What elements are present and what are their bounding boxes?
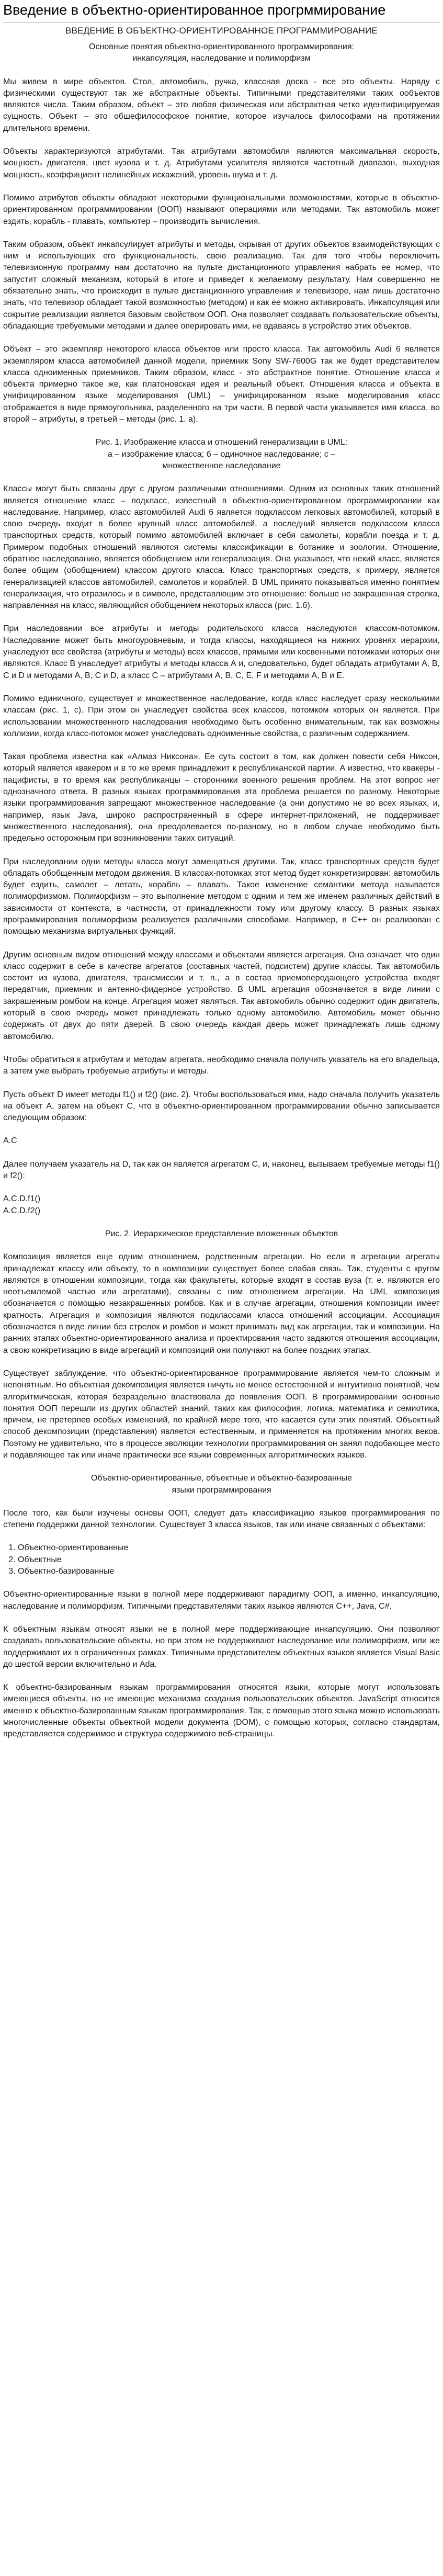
list-item: 2. Объектные xyxy=(18,1554,440,1566)
paragraph-attributes: Объекты характеризуются атрибутами. Так атрибутами автомобиля являются максимальная скорость, мощность двигателя, цвет кузова и т. д. Атрибутами усилителя являются частотный диапазон, выходная мощность, коэффициент нелинейных искажений, уровень шума и т. д. xyxy=(3,147,440,179)
code-example-1 xyxy=(3,1135,440,1147)
figure-2-caption: Рис. 2. Иерархическое представление вложенных объектов xyxy=(105,1229,338,1238)
paragraph-object-languages: К объектным языкам относят языки не в полной мере поддерживающие инкапсуляцию. Они позволяют создавать пользовательские объекты, но при этом не поддерживают наследование или полиморфизм, или же поддерживают их в ограниченных рамках. Типичными представителем объектных языков является Visual Basic до шестой версии включительно и Ada. xyxy=(3,1624,440,1669)
paragraph-object-based-languages: К объектно-базированным языкам программирования относятся языки, которые могут использовать имеющиеся объекты, но не имеющие механизма создания пользовательских объектов. JavaScript относится именно к объектно-базированным языкам программирования. Так, с помощью этого языка можно использовать многочисленные объекты объектной модели документа (DOM), с помощью которых, согласно стандартам, представляется содержимое и структура содержимого веб-страницы. xyxy=(3,1683,440,1739)
paragraph-objects: Мы живем в мире объектов. Стол, автомобиль, ручка, классная доска - все это объекты. Наряду с физическими существуют так же абстрактные объекты. Типичными представителями таких ообъектов являются числа. Таким образом, объект – это любая физическая или абстрактная четко идентифицируемая сущность. Объект – это обшефилософское понятие, которое изучалось философами на протяжении длительного времени. xyxy=(3,77,440,133)
figure-1-caption-line-3: множественное наследование xyxy=(162,461,281,470)
paragraph-multiple-inheritance: Помимо единичного, существует и множественное наследование, когда класс наследует сразу несколькими классам (рис. 1, с). При этом он унаследует свойства всех классов, потомком которых он является. При использовании множественного наследования необходимо быть особенно внимательным, так как возможны коллизии, когда класс-потомок может унаследовать одноименные свойства, с различным содержанием. xyxy=(3,694,440,738)
figure-1-caption-line-2: а – изображение класса; б – одиночное наследование; с – xyxy=(107,449,336,459)
paragraph-multilevel-inheritance: При наследовании все атрибуты и методы родительского класса наследуются классом-потомком. Наследование может быть многоуровневым, и тогда классы, находящиеся на нижних уровнях иерархии, унаследуют все свойства (атрибуты и методы) всех классов, прямыми или косвенными потомками которых они являются. Класс В унаследует атрибуты и методы класса А и, следовательно, будет обладать атрибутами А, В, С и D и методами А, В, С и D, а класс С – атрибутами А, В, С, Е, F и методами А, В и Е. xyxy=(3,624,440,680)
section-heading-line-2: языки программирования xyxy=(172,1485,271,1495)
intro-heading-line-1: Основные понятия объектно-ориентированного программирования: xyxy=(89,42,354,51)
paragraph-encapsulation: Таким образом, объект инкапсулирует атрибуты и методы, скрывая от других объектов взаимодействующих с ним и использующих его функциональность, свою реализацию. Так для того чтобы переключить телевизионную программу нам достаточно на пульте дистанционного управления набрать ее номер, что запустит сложный механизм, который в итоге и приведет к желаемому результату. Нам совершенно не обязательно знать, что происходит в пульте дистанционного управления и телевизоре, нам лишь достаточно знать, что телевизор обладает такой возможностью (методом) и как ее можно активировать. Инкапсуляция или сокрытие реализации является базовым свойством ООП. Она позволяет создавать пользовательские объекты, обладающие требуемыми методами и далее оперировать ими, не вдаваясь в устройство этих объектов. xyxy=(3,240,440,331)
paragraph-composition: Композиция является еще одним отношением, родственным агрегации. Но если в агрегации агрегаты принадлежат классу или объекту, то в композиции существует более слабая связь. Так, студенты с кругом являются в отношении композиции, тогда как факультеты, которые входят в состав вуза (т. е. являются его неотъемлемой частью или агрегатами), связаны с ним отношением агрегации. На UML композиция обозначается с помощью незакрашенных ромбов. Как и в случае агрегации, отношения композиции имеет кратность. Агрегация и композиция являются подклассами класса отношений ассоциации. Ассоциация обозначается в виде линии без стрелок и ромбов и может принимать вид как агрегации, так и композиции. На ранних этапах объектно-ориентированного анализа и проектирования часто задаются отношения ассоциации, а свою конкретизацию в виде агрегаций и композиций они получают на более поздних этапах. xyxy=(3,1252,440,1355)
intro-heading-line-2: инкапсуляция, наследование и полиморфизм xyxy=(132,54,311,63)
paragraph-aggregation: Другим основным видом отношений между классами и объектами является агрегация. Она означает, что один класс содержит в себе в качестве агрегатов (составных частей, подсистем) другие классы. Так автомобиль состоит из кузова, двигателя, трансмиссии и т. п., а в состав приемопередающего устройства входят передатчик, приемник и антенно-фидерное устройство. В UML агрегация обозначается в виде линии с закрашенным ромбом на конце. Агрегация может являться. Так автомобиль обычно содержит один двигатель, который в свою очередь может принадлежать только одному автомобилю. Автомобиль может обычно содержать от двух до пяти дверей. В свою очередь каждая дверь может принадлежать лишь одному автомобилю. xyxy=(3,950,440,1041)
code-example-2 xyxy=(3,1193,440,1217)
code-line: A.C.D.f1() xyxy=(3,1194,41,1204)
intro-heading xyxy=(3,41,440,65)
paragraph-method-call: Далее получаем указатель на D, так как он является агрегатом С, и, наконец, вызываем требуемые методы f1() и f2(): xyxy=(3,1159,440,1181)
paragraph-language-classification: После того, как были изучены основы ООП, следует дать классификацию языков программирования по степени поддержки данной технологии. Существует 3 класса языков, так или иначе связанных с объектами: xyxy=(3,1508,440,1530)
document-subtitle: ВВЕДЕНИЕ В ОБЪЕКТНО-ОРИЕНТИРОВАННОЕ ПРОГРАММИРОВАНИЕ xyxy=(65,26,378,36)
paragraph-class: Объект – это экземпляр некоторого класса объектов или просто класса. Так автомобиль Audi 6 является экземпляром класса автомобилей данной модели, приемник Sony SW-7600G так же будет представителем класса одноименных приемников. Таким образом, класс - это абстрактное понятие. Отношение класса и объекта примерно такое же, как платоновская идея и реальный объект. Отношения класса и объекта в унифицированном языке моделирования (UML) – унифицированном языке моделирования класс отображается в виде прямоугольника, разделенного на три части. В первой части указывается имя класса, во второй – атрибуты, в третьей – методы (рис. 1. а). xyxy=(3,345,440,424)
paragraph-pointer-example: Пусть объект D имеет методы f1() и f2() (рис. 2). Чтобы воспользоваться ими, надо сначала получить указатель на объект А, затем на объект С, что в объектно-ориентированном программировании обычно записывается следующим образом: xyxy=(3,1090,440,1123)
code-line: A.C.D.f2() xyxy=(3,1206,41,1215)
paragraph-inheritance: Классы могут быть связаны друг с другом различными отношениями. Одним из основных таких отношений является отношение класс – подкласс, известный в объектно-ориентированном программировании как наследование. Например, класс автомобилей Audi 6 является подклассом легковых автомобилей, который в свою очередь входит в более крупный класс автомобилей, а последний является подклассом класса транспортных средств, который помимо автомобилей включает в себя самолеты, корабли поезда и т. д. Примером подобных отношений являются системы классификации в ботанике и зоологии. Отношение, обратное наследованию, является обобщением или генерализация. Она указывает, что некий класс, является более общим (обобщением) классом другого класса. Класс транспортных средств, к примеру, является генерализацией классов автомобилей, самолетов и кораблей. В UML принято показываться именно понятием генерализация, что отразилось и в символе, представлющим это отношение: больше не закрашенная стрелка, направленная на класс, являющийся обобщением некоторых класса (рис. 1.б). xyxy=(3,484,440,611)
paragraph-oop-misconception: Существует заблуждение, что объектно-ориентированное программирование является чем-то сложным и непонятным. Но объектная декомпозиция является ничуть не менее естественной и интуитивно понятной, чем алгоритмическая, которая безраздельно властвовала до появления ООП. В программировании основные понятия ООП перешли из других областей знаний, таких как философия, логика, математика и семиотика, причем, не претерпев особых изменений, по крайней мере того, что касается сути этих понятий. Объектный способ декомпозиции (представления) является естественным, и применяется на протяжении многих веков. Поэтому не удивительно, что в процессе эволюции технологии программирования он занял подобающее место и подавляющее так или иначе практически все языки современных алгоритмических языков. xyxy=(3,1369,440,1460)
paragraph-aggregate-access: Чтобы обратиться к атрибутам и методам агрегата, необходимо сначала получить указатель на его владельца, а затем уже выбрать требуемые атрибуты и методы. xyxy=(3,1055,440,1076)
section-heading-line-1: Объектно-ориентированные, объектные и объектно-базированные xyxy=(90,1474,353,1483)
page-title: Введение в объектно-ориентированное прогрммирование xyxy=(3,0,440,22)
paragraph-methods: Помимо атрибутов объекты обладают некоторыми функциональными возможностями, которые в объектно-ориентированном программировании (ООП) называют операциями или методами. Так автомобиль может ездить, корабль - плавать, компьютер – производить вычисления. xyxy=(3,193,440,226)
figure-1-caption-line-1: Рис. 1. Изображение класса и отношений генерализации в UML: xyxy=(95,438,348,447)
section-heading-languages xyxy=(3,1473,440,1496)
paragraph-polymorphism: При наследовании одни методы класса могут замещаться другими. Так, класс транспортных средств будет обладать обобщенным методом движения. В классах-потомках этот метод будет конкретизирован: автомобиль будет ездить, самолет – летать, корабль – плавать. Такое изменение семантики метода называется полиморфизмом. Полиморфизм – это выполнение методом с одним и тем же именем различных действий в зависимости от контекста, в частности, от принадлежности тому или другому классу. В разных языках программирования полиморфизм реализуется различными способами. Например, в C++ он реализован с помощью механизма виртуальных функций. xyxy=(3,857,440,936)
language-class-list xyxy=(3,1542,440,1577)
paragraph-nixon-diamond: Такая проблема известна как «Алмаз Никсона». Ее суть состоит в том, как должен повести себя Никсон, который является квакером и в то же время принадлежит к республиканской партии. А известно, что квакеры - пацифисты, в то время как республиканцы – сторонники военного решения проблем. На этот вопрос нет однозначного ответа. В разных языках программирования эта проблема решается по разному. Некоторые языки программирования запрещают множественное наследование (а они допустимо не во всех языках, и, например, язык Java, широко распространенный в сфере интернет-приложений, не поддерживает множественного наследования), она преодолевается по-разному, но в любом случае необходимо быть предельно осторожным при возникновении таких ситуаций. xyxy=(3,752,440,843)
list-item: 3. Объектно-базированные xyxy=(18,1566,440,1577)
list-item: 1. Объектно-ориентированные xyxy=(18,1542,440,1554)
code-line: A.C xyxy=(3,1136,17,1146)
figure-1-caption xyxy=(3,437,440,472)
paragraph-object-oriented-languages: Объектно-ориентированные языки в полной мере поддерживают парадигму ООП, а именно, инкапсуляцию, наследование и полиморфизм. Типичными представителями таких языков являются C++, Java, C#. xyxy=(3,1590,440,1611)
